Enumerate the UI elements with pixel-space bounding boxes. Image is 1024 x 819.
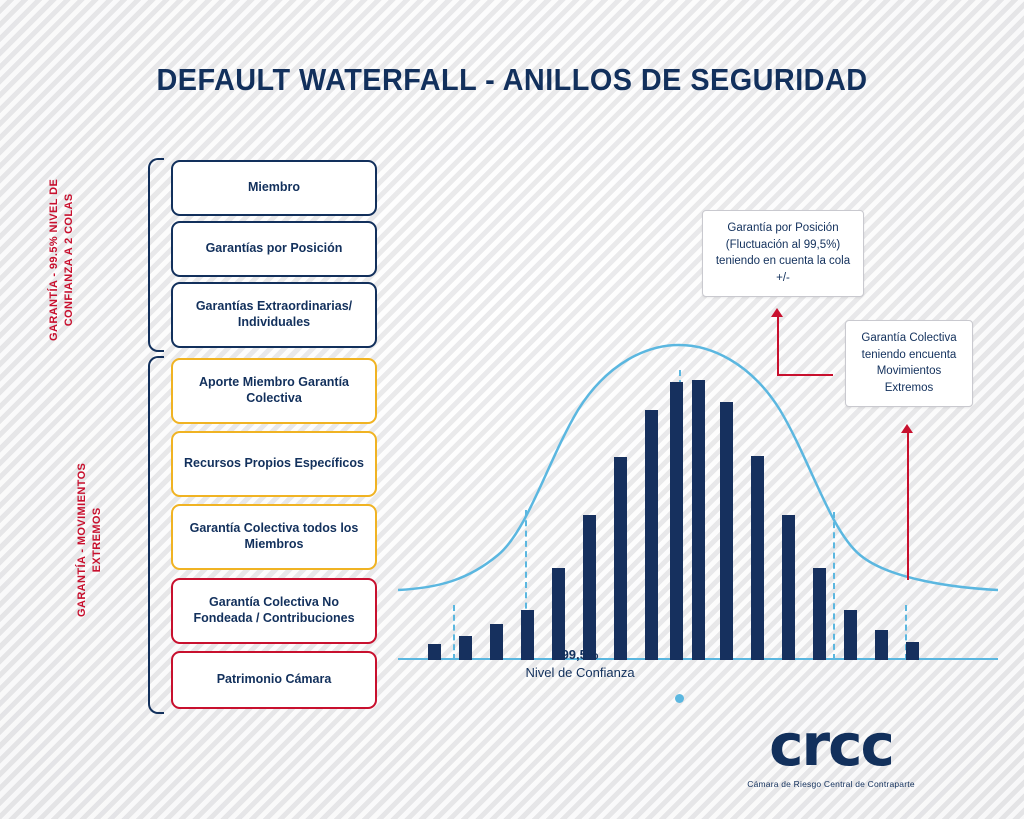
bar <box>875 630 888 660</box>
ring-item-label: Aporte Miembro Garantía Colectiva <box>198 375 350 405</box>
callout-1-arrow-elbow <box>777 374 833 376</box>
bar <box>720 402 733 660</box>
brand-logo <box>716 711 946 789</box>
ring-item-label: Miembro <box>247 180 301 195</box>
logo-subtitle: Cámara de Riesgo Central de Contraparte <box>747 779 915 789</box>
bar <box>670 382 683 660</box>
confidence-label <box>480 646 680 682</box>
bar <box>614 457 627 660</box>
ring-item-patrimonio-camara[interactable] <box>171 651 377 709</box>
ring-item-garantias-extraordinarias[interactable] <box>171 282 377 348</box>
bar <box>844 610 857 660</box>
callout-garantia-posicion <box>702 210 864 297</box>
bar <box>428 644 441 660</box>
ring-item-aporte-miembro[interactable] <box>171 358 377 424</box>
callout-1-arrow-head <box>771 308 783 317</box>
callout-garantia-colectiva <box>845 320 973 407</box>
confidence-value: 99,5% <box>561 647 599 662</box>
bar <box>782 515 795 660</box>
confidence-caption: Nivel de Confianza <box>525 665 635 681</box>
ring-item-garantia-colectiva-todos[interactable] <box>171 504 377 570</box>
callout-text: Garantía Colectiva teniendo encuenta Movimientos Extremos <box>861 332 957 395</box>
bar <box>751 456 764 660</box>
callout-2-arrow-head <box>901 424 913 433</box>
ring-item-label: Garantía Colectiva No Fondeada / Contribuciones <box>193 595 355 625</box>
bar <box>906 642 919 660</box>
callout-2-arrow-stem <box>907 432 909 580</box>
ring-item-label: Recursos Propios Específicos <box>184 456 364 471</box>
bar <box>692 380 705 660</box>
logo-wordmark: crcc <box>769 711 893 779</box>
bar <box>459 636 472 660</box>
ring-item-garantias-posicion[interactable] <box>171 221 377 277</box>
group-label-top: GARANTÍA - 99.5% NIVEL DE CONFIANZA A 2 COLAS <box>48 178 75 341</box>
ring-item-garantia-colectiva-no-fondeada[interactable] <box>171 578 377 644</box>
bar <box>813 568 826 660</box>
ring-item-label: Patrimonio Cámara <box>216 672 332 687</box>
ring-item-label: Garantía Colectiva todos los Miembros <box>189 521 359 551</box>
bar <box>583 515 596 660</box>
brace-top-group <box>148 158 164 352</box>
page-title: DEFAULT WATERFALL - ANILLOS DE SEGURIDAD <box>156 62 868 97</box>
callout-text: Garantía por Posición (Fluctuación al 99,5%) teniendo en cuenta la cola +/- <box>715 222 851 285</box>
group-label-bottom: GARANTÍA - MOVIMIENTOS EXTREMOS <box>76 462 103 617</box>
ring-item-recursos-propios[interactable] <box>171 431 377 497</box>
callout-1-arrow-stem <box>777 316 779 376</box>
ring-item-label: Garantías por Posición <box>205 241 343 256</box>
ring-item-label: Garantías Extraordinarias/ Individuales <box>195 299 353 329</box>
brace-bottom-group <box>148 356 164 714</box>
bar <box>645 410 658 660</box>
confidence-marker-dot <box>675 694 684 703</box>
ring-item-miembro[interactable] <box>171 160 377 216</box>
